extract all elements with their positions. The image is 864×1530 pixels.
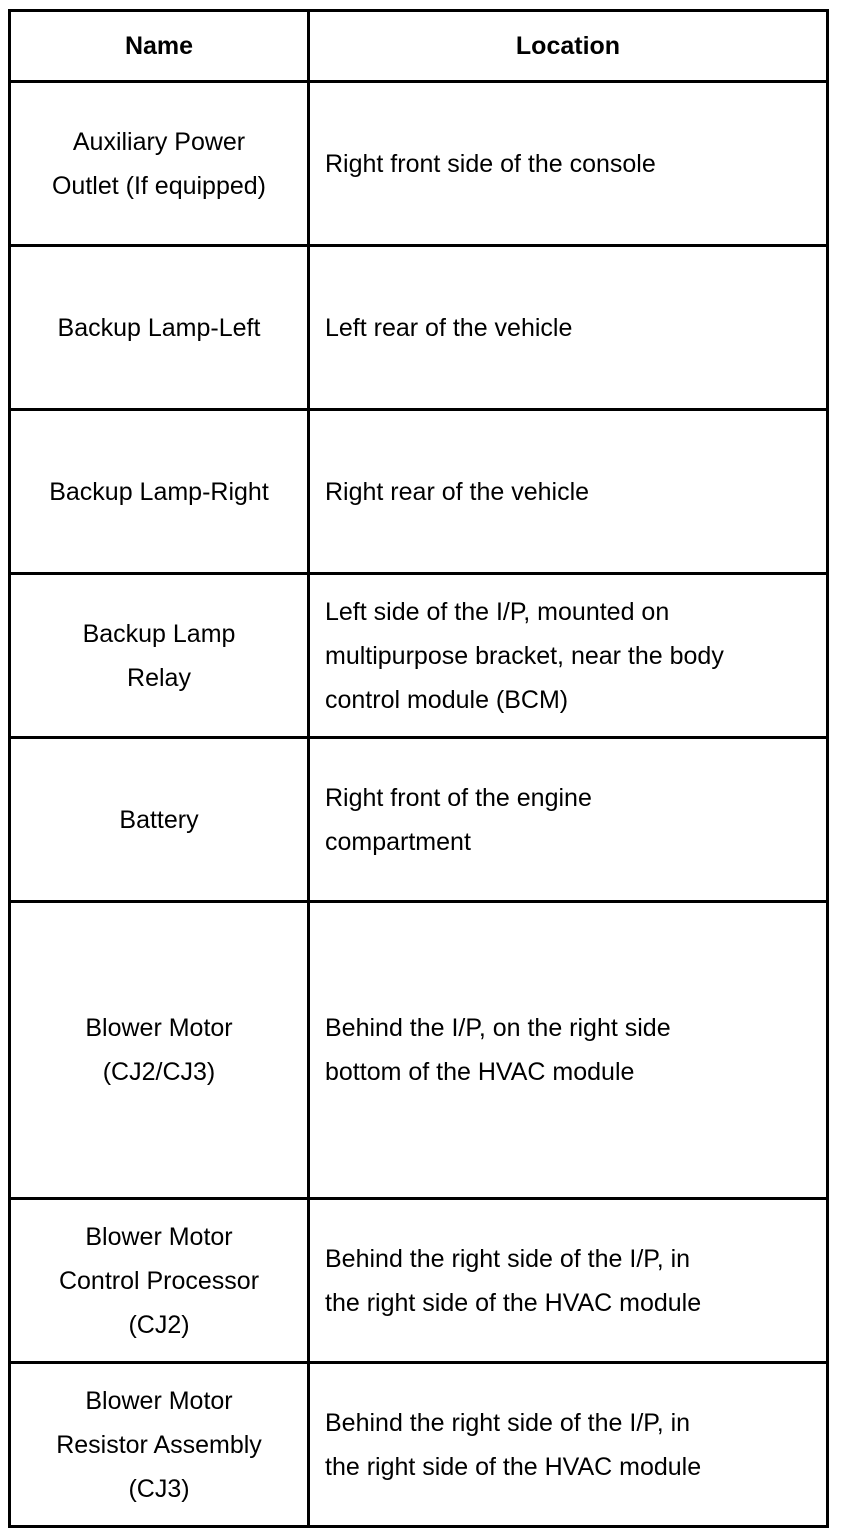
component-location: Behind the I/P, on the right side bottom of the HVAC module xyxy=(309,902,828,1199)
table-row xyxy=(10,246,828,410)
component-location-table xyxy=(8,9,829,1528)
component-name: Auxiliary Power Outlet (If equipped) xyxy=(10,82,309,246)
component-location: Right front of the engine compartment xyxy=(309,738,828,902)
table-row xyxy=(10,574,828,738)
component-location: Behind the right side of the I/P, in the right side of the HVAC module xyxy=(309,1363,828,1527)
component-name: Backup Lamp-Right xyxy=(10,410,309,574)
component-location: Behind the right side of the I/P, in the right side of the HVAC module xyxy=(309,1199,828,1363)
table-row xyxy=(10,902,828,1199)
table-row xyxy=(10,82,828,246)
component-location: Left rear of the vehicle xyxy=(309,246,828,410)
name-column-header: Name xyxy=(10,11,309,82)
component-name: Backup Lamp Relay xyxy=(10,574,309,738)
component-name: Blower Motor Resistor Assembly (CJ3) xyxy=(10,1363,309,1527)
component-location: Left side of the I/P, mounted on multipurpose bracket, near the body control module (BCM) xyxy=(309,574,828,738)
table-row xyxy=(10,738,828,902)
component-location: Right rear of the vehicle xyxy=(309,410,828,574)
component-name: Backup Lamp-Left xyxy=(10,246,309,410)
component-name: Blower Motor (CJ2/CJ3) xyxy=(10,902,309,1199)
table-header-row xyxy=(10,11,828,82)
component-name: Battery xyxy=(10,738,309,902)
location-column-header: Location xyxy=(309,11,828,82)
component-location: Right front side of the console xyxy=(309,82,828,246)
table-row xyxy=(10,410,828,574)
component-name: Blower Motor Control Processor (CJ2) xyxy=(10,1199,309,1363)
table-row xyxy=(10,1363,828,1527)
table-row xyxy=(10,1199,828,1363)
